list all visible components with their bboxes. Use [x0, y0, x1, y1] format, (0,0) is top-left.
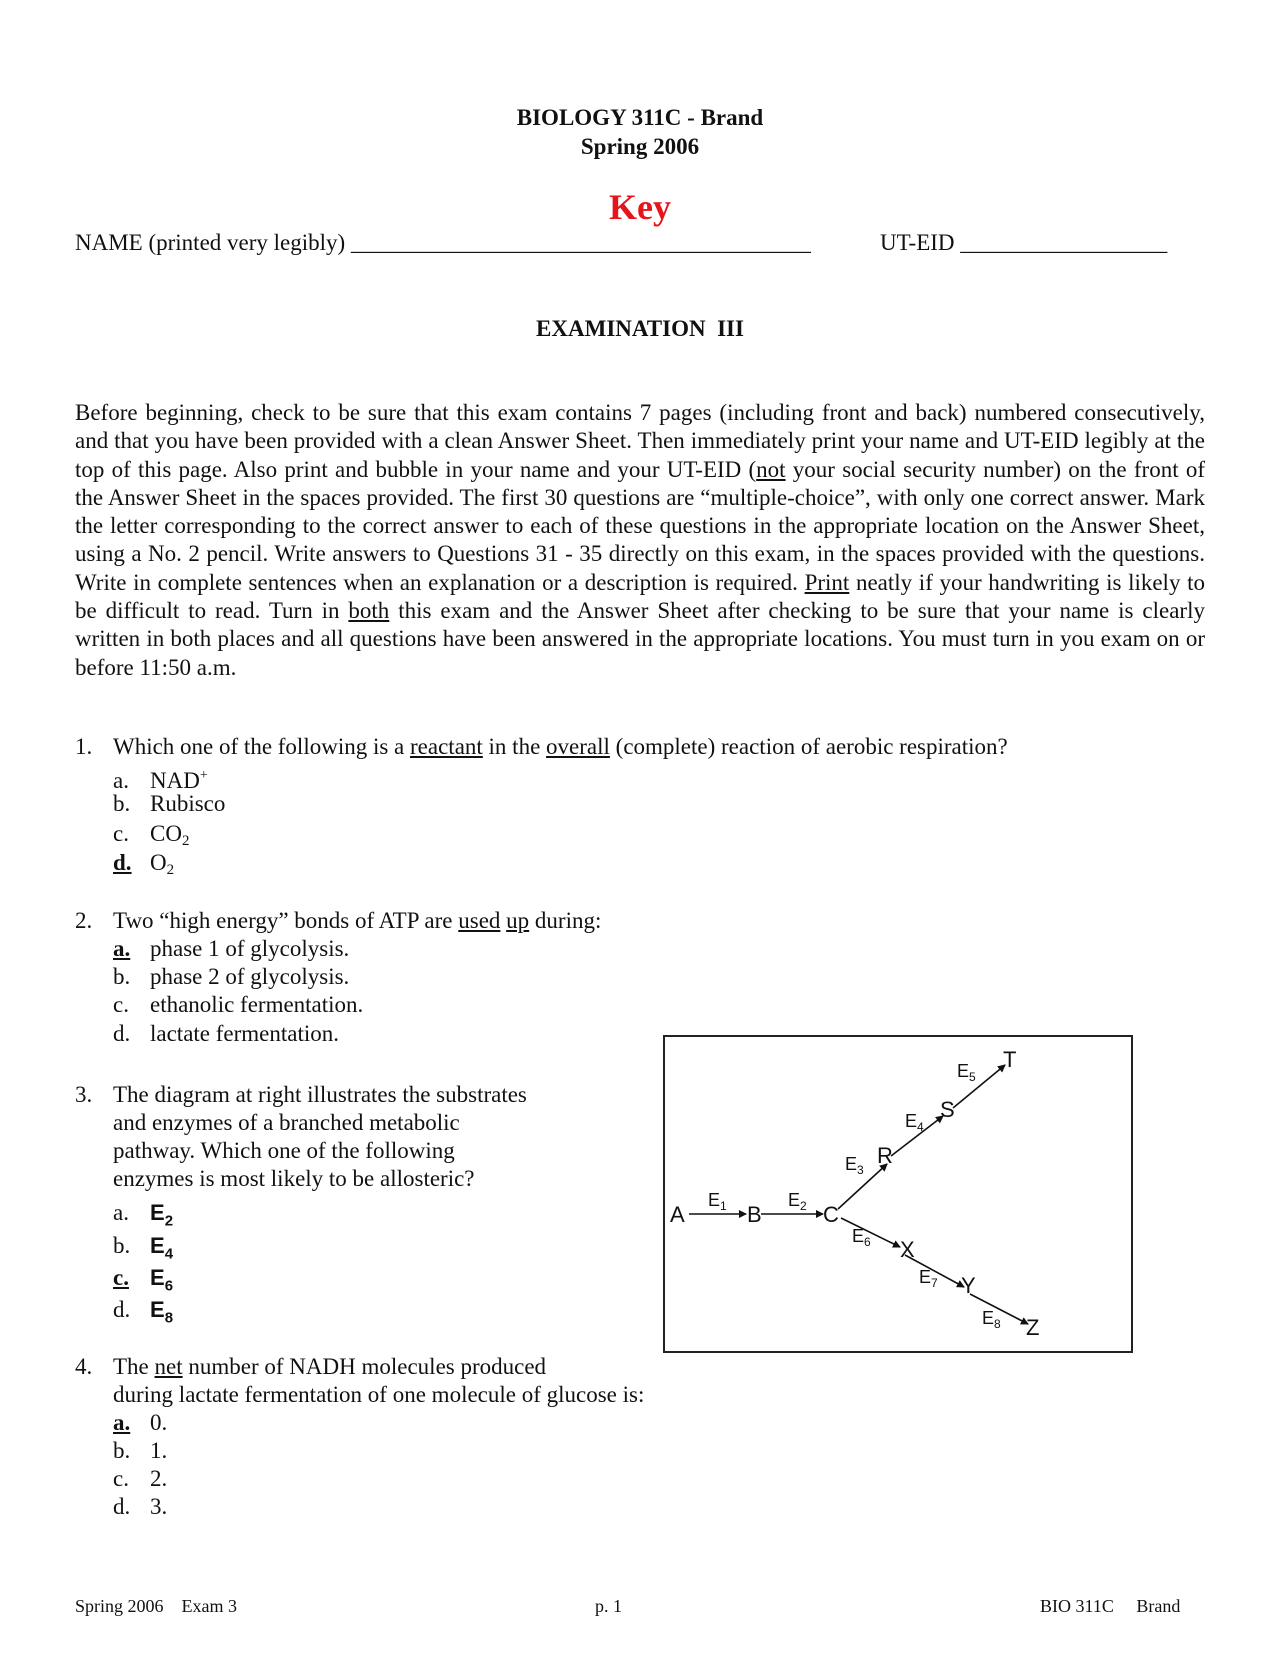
enzyme-e3: $E_3$: [845, 1154, 864, 1177]
option-c: c. 2.: [113, 1466, 168, 1491]
question-text-line: during lactate fermentation of one molecule of glucose is:: [113, 1382, 645, 1407]
question-text-line: pathway. Which one of the following: [113, 1138, 455, 1163]
option-a-correct: a. 0.: [113, 1410, 168, 1435]
question-text-line: The diagram at right illustrates the substrates: [113, 1082, 527, 1107]
option-a: a. NAD+: [113, 768, 208, 793]
term: Spring 2006: [580, 134, 700, 159]
option-a-correct: a. phase 1 of glycolysis.: [113, 936, 350, 961]
enzyme-e8: $E_8$: [982, 1308, 1001, 1331]
course-title: BIOLOGY 311C - Brand: [516, 105, 764, 130]
exam-title: EXAMINATION III: [536, 316, 744, 341]
option-c: c. $CO_2$: [113, 821, 190, 849]
substrate-b: B: [747, 1202, 762, 1227]
question-text: The net number of NADH molecules produced: [113, 1354, 547, 1379]
option-d: d. $E_8$: [113, 1297, 174, 1327]
substrate-r: R: [877, 1143, 893, 1168]
substrate-a: A: [670, 1202, 685, 1227]
question-3: [0, 1081, 660, 1331]
enzyme-e5: $E_5$: [957, 1061, 976, 1084]
question-text-line: enzymes is most likely to be allosteric?: [113, 1166, 475, 1191]
question-number: 1.: [75, 734, 93, 759]
question-text-line: and enzymes of a branched metabolic: [113, 1110, 460, 1135]
option-a: a. $E_2$: [113, 1200, 174, 1230]
option-d: d. lactate fermentation.: [113, 1021, 340, 1046]
question-text: Which one of the following is a reactant in the overall (complete) reaction of aerobic respiration?: [113, 734, 1008, 759]
question-text: Two “high energy” bonds of ATP are used up during:: [113, 908, 602, 933]
option-b: b. phase 2 of glycolysis.: [113, 964, 350, 989]
option-d-correct: d. $O_2$: [113, 850, 175, 878]
option-b: b. $E_4$: [113, 1233, 174, 1263]
question-2: [0, 907, 660, 1046]
instructions: Before beginning, check to be sure that this exam contains 7 pages (including front and back) numbered consecutively, and that you have been provided with a clean Answer Sheet. Then immediately print your name and UT-EID legibly at the top of this page. Also print and bubble in your name and your UT-EID (not your social security number) on the front of the Answer Sheet in the spaces provided. The first 30 questions are “multiple-choice”, with only one correct answer. Mark the letter corresponding to the correct answer to each of these questions in the appropriate location on the Answer Sheet, using a No. 2 pencil. Write answers to Questions 31 - 35 directly on this exam, in the spaces provided with the questions. Write in complete sentences when an explanation or a description is required. Print neatly if your handwriting is likely to be difficult to read. Turn in both this exam and the Answer Sheet after checking to be sure that your name is clearly written in both places and all questions have been answered in the appropriate locations. You must turn in you exam on or before 11:50 a.m.: [75, 400, 1205, 680]
footer-right: BIO 311C Brand: [1040, 1596, 1181, 1616]
enzyme-e2: $E_2$: [788, 1190, 807, 1213]
substrate-s: S: [940, 1097, 955, 1122]
enzyme-e1: $E_1$: [708, 1190, 727, 1213]
ut-eid-field-label: UT-EID __________________: [880, 230, 1168, 255]
key-label: Key: [609, 187, 671, 227]
pathway-svg: [665, 1037, 1131, 1351]
enzyme-e7: $E_7$: [919, 1267, 938, 1290]
question-number: 2.: [75, 908, 93, 933]
footer-left: Spring 2006 Exam 3: [75, 1596, 237, 1616]
question-number: 3.: [75, 1082, 93, 1107]
enzyme-e4: $E_4$: [905, 1111, 924, 1134]
substrate-y: Y: [961, 1273, 976, 1298]
option-d: d. 3.: [113, 1494, 168, 1519]
substrate-x: X: [900, 1237, 915, 1262]
substrate-z: Z: [1026, 1315, 1040, 1340]
substrate-c: C: [823, 1202, 839, 1227]
option-b: b. 1.: [113, 1438, 168, 1463]
question-number: 4.: [75, 1354, 93, 1379]
option-c-correct: c. $E_6$: [113, 1265, 174, 1295]
question-4: [0, 1353, 700, 1519]
option-c: c. ethanolic fermentation.: [113, 992, 364, 1017]
substrate-t: T: [1003, 1047, 1017, 1072]
option-b: b. Rubisco: [113, 791, 226, 816]
name-field-label: NAME (printed very legibly) ________________________________________: [75, 230, 811, 255]
question-1: [0, 733, 1280, 883]
enzyme-e6: $E_6$: [852, 1226, 871, 1249]
page-number: p. 1: [595, 1596, 622, 1616]
metabolic-pathway-diagram: [663, 1035, 1133, 1353]
